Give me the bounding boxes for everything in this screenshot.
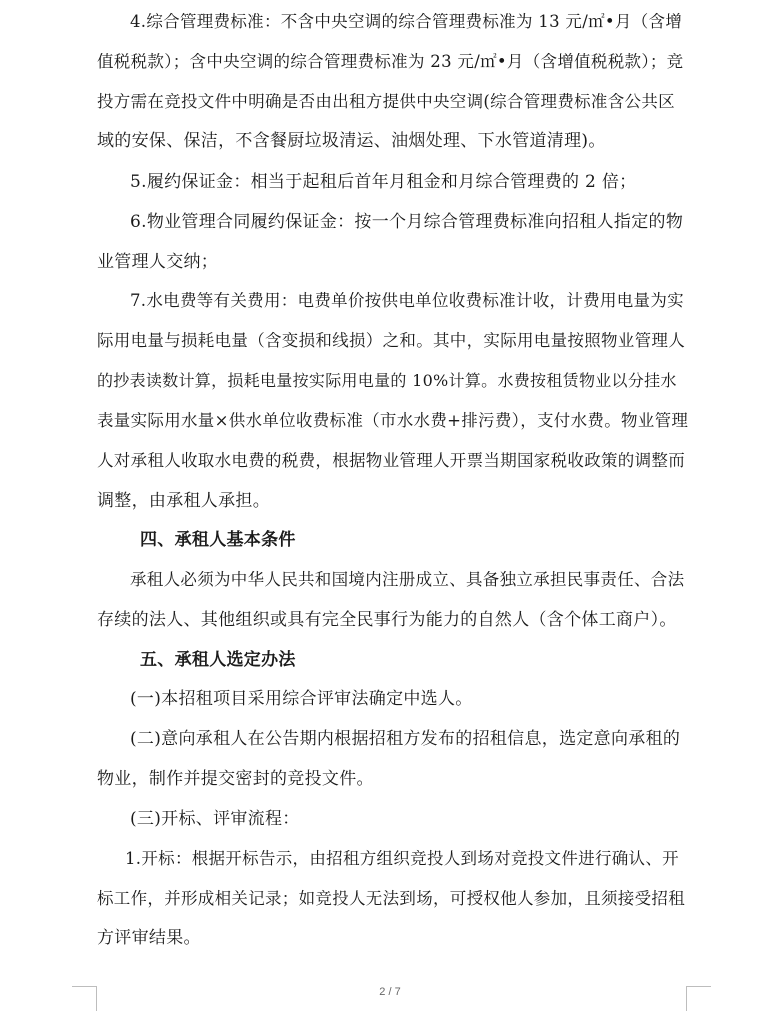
paragraph-line: 的抄表读数计算，损耗电量按实际用电量的 10%计算。水费按租赁物业以分挂水 xyxy=(97,371,677,390)
paragraph-line: 业管理人交纳； xyxy=(97,252,219,272)
paragraph-line: (一)本招租项目采用综合评审法确定中选人。 xyxy=(130,689,473,709)
paragraph-line: (二)意向承租人在公告期内根据招租方发布的招租信息，选定意向承租的 xyxy=(130,729,681,749)
paragraph-line: (三)开标、评审流程： xyxy=(130,809,300,829)
paragraph-line: 存续的法人、其他组织或具有完全民事行为能力的自然人（含个体工商户）。 xyxy=(97,610,677,630)
section-heading: 五、承租人选定办法 xyxy=(140,650,296,670)
paragraph-line: 7.水电费等有关费用：电费单价按供电单位收费标准计收，计费用电量为实 xyxy=(130,291,684,310)
paragraph-line: 承租人必须为中华人民共和国境内注册成立、具备独立承担民事责任、合法 xyxy=(130,570,685,589)
paragraph-line: 人对承租人收取水电费的税费，根据物业管理人开票当期国家税收政策的调整而 xyxy=(97,451,685,470)
paragraph-line: 5.履约保证金：相当于起租后首年月租金和月综合管理费的 2 倍； xyxy=(130,172,637,192)
paragraph-line: 际用电量与损耗电量（含变损和线损）之和。其中，实际用电量按照物业管理人 xyxy=(97,331,685,350)
paragraph-line: 值税税款）；含中央空调的综合管理费标准为 23 元/㎡•月（含增值税税款）；竞 xyxy=(97,52,684,71)
paragraph-line: 表量实际用水量×供水单位收费标准（市水水费+排污费），支付水费。物业管理 xyxy=(97,411,689,430)
paragraph-line: 1.开标：根据开标告示，由招租方组织竞投人到场对竞投文件进行确认、开 xyxy=(125,849,679,868)
section-heading: 四、承租人基本条件 xyxy=(140,530,296,550)
paragraph-line: 方评审结果。 xyxy=(97,928,201,948)
paragraph-line: 6.物业管理合同履约保证金：按一个月综合管理费标准向招租人指定的物 xyxy=(130,212,684,232)
paragraph-line: 投方需在竞投文件中明确是否由出租方提供中央空调(综合管理费标准含公共区 xyxy=(97,92,675,111)
paragraph-line: 标工作，并形成相关记录；如竞投人无法到场，可授权他人参加，且须接受招租 xyxy=(97,889,685,908)
paragraph-line: 调整，由承租人承担。 xyxy=(97,491,270,511)
paragraph-line: 4.综合管理费标准：不含中央空调的综合管理费标准为 13 元/㎡•月（含增 xyxy=(130,12,683,31)
paragraph-line: 域的安保、保洁，不含餐厨垃圾清运、油烟处理、下水管道清理)。 xyxy=(97,131,606,151)
page-number: 2 / 7 xyxy=(379,986,401,998)
paragraph-line: 物业，制作并提交密封的竞投文件。 xyxy=(97,769,374,789)
